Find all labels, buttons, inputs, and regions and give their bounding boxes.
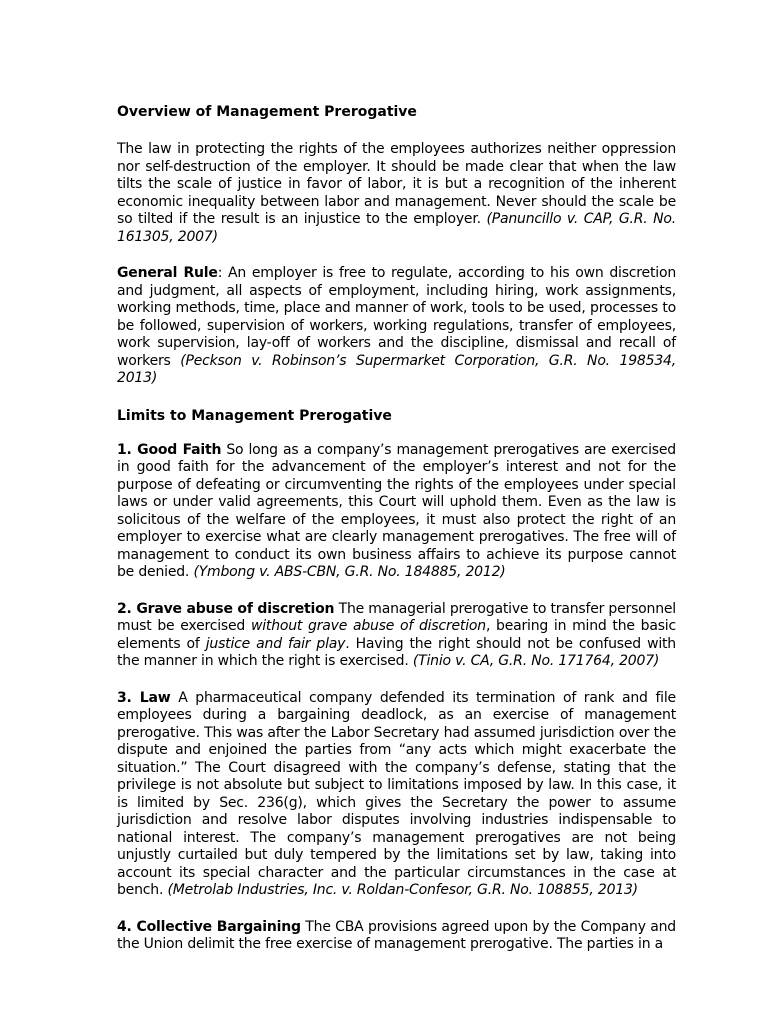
limit-text: , bearing in mind the basic elements of xyxy=(117,618,676,652)
limit-emphasis: justice and fair play xyxy=(205,635,346,652)
limit-law xyxy=(117,690,676,900)
general-rule-label: General Rule xyxy=(117,265,218,281)
limit-citation: (Ymbong v. ABS-CBN, G.R. No. 184885, 2012) xyxy=(193,564,506,580)
limit-label: 4. Collective Bargaining xyxy=(117,918,301,935)
general-rule-citation: (Peckson v. Robinson’s Supermarket Corporation, G.R. No. 198534, 2013) xyxy=(117,352,676,386)
limit-text: A pharmaceutical company defended its termination of rank and file employees during a bargaining deadlock, as an exercise of management prerogative. This was after the Labor Secretary had assumed jurisdiction over the dispute and enjoined the parties from “any acts which might exacerbate the situation.” The Court disagreed with the company’s defense, stating that the privilege is not absolute but subject to limitations imposed by law. In this case, it is limited by Sec. 236(g), which gives the Secretary the power to assume jurisdiction and resolve labor disputes involving industries indispensable to national interest. The company’s management prerogatives are not being unjustly curtailed but duly tempered by the limitations set by law, taking into account its special character and the particular circumstances in the case at bench. xyxy=(117,689,676,898)
general-rule-text: : An employer is free to regulate, according to his own discretion and judgment, all aspects of employment, including hiring, work assignments, working methods, time, place and manner of work, tools to be used, processes to be followed, supervision of workers, working regulations, transfer of employees, work supervision, lay-off of workers and the discipline, dismissal and recall of workers xyxy=(117,265,676,369)
general-rule-paragraph xyxy=(117,265,676,388)
limit-text: The CBA provisions agreed upon by the Company and the Union delimit the free exercise of management prerogative. The parties in a xyxy=(117,918,676,952)
page-title: Overview of Management Prerogative xyxy=(117,104,417,120)
overview-paragraph xyxy=(117,141,676,246)
limit-text: The managerial prerogative to transfer personnel must be exercised xyxy=(117,600,676,634)
limit-text: So long as a company’s management prerogatives are exercised in good faith for the advancement of the employer’s interest and not for the purpose of defeating or circumventing the rights of the employees under special laws or under valid agreements, this Court will uphold them. Even as the law is solicitous of the welfare of the employees, it must also protect the right of an employer to exercise what are clearly management prerogatives. The free will of management to conduct its own business affairs to achieve its purpose cannot be denied. xyxy=(117,441,676,580)
limits-heading: Limits to Management Prerogative xyxy=(117,407,392,424)
overview-text: The law in protecting the rights of the employees authorizes neither oppression nor self-destruction of the employer. It should be made clear that when the law tilts the scale of justice in favor of labor, it is but a recognition of the inherent economic inequality between labor and management. Never should the scale be so tilted if the result is an injustice to the employer. xyxy=(117,141,676,227)
limit-citation-rest xyxy=(469,882,638,898)
limit-citation: (Tinio v. CA, G.R. No. 171764, 2007) xyxy=(412,653,660,669)
limit-citation: (Metrolab Industries, Inc. v. Roldan-Confesor xyxy=(167,882,469,898)
overview-citation: (Panuncillo v. CAP, G.R. No. 161305, 2007) xyxy=(117,211,676,245)
limit-label: 3. Law xyxy=(117,689,171,706)
limit-collective-bargaining xyxy=(117,919,676,954)
limit-emphasis: without grave abuse of discretion xyxy=(250,618,486,634)
limit-grave-abuse xyxy=(117,601,676,671)
limit-label: 1. Good Faith xyxy=(117,441,222,458)
limit-text: . Having the right should not be confused with the manner in which the right is exercised. xyxy=(117,635,676,669)
limit-label: 2. Grave abuse of discretion xyxy=(117,600,335,617)
limit-citation: , G.R. No. 108855, 2013) xyxy=(468,882,638,898)
limit-good-faith xyxy=(117,442,676,582)
